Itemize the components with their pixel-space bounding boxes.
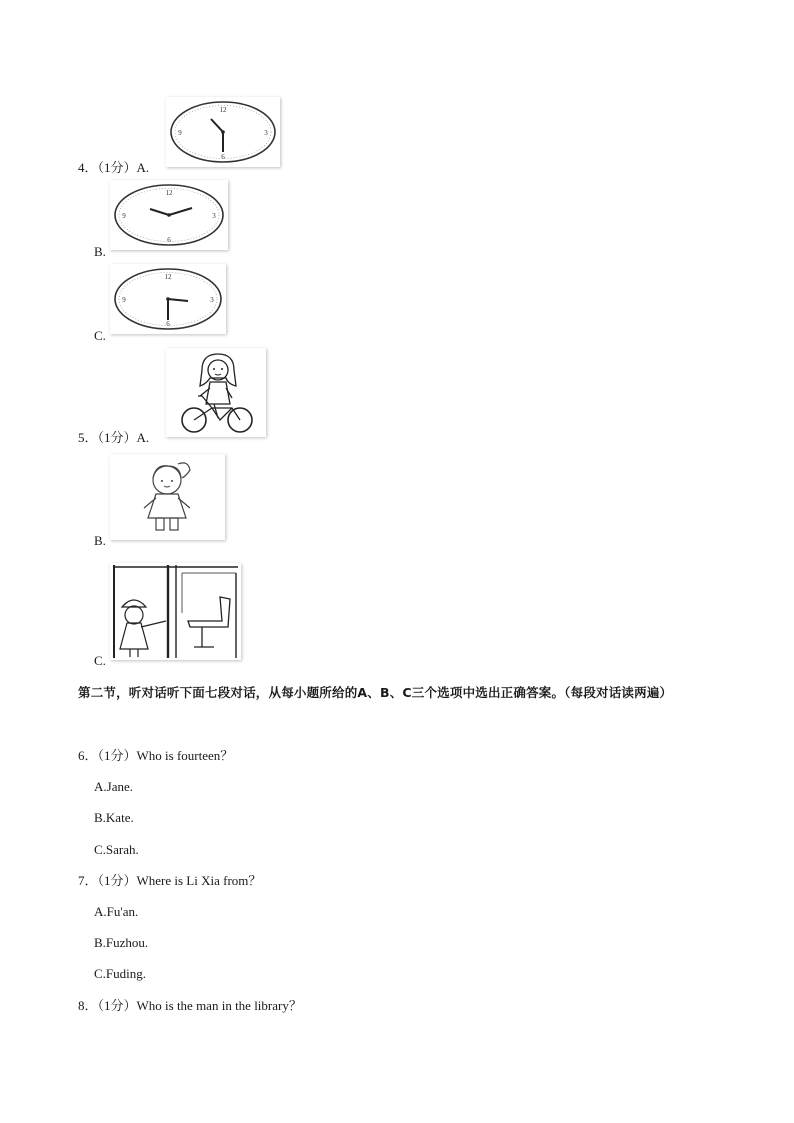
clock-face-icon xyxy=(110,180,228,250)
svg-text:12: 12 xyxy=(165,189,173,197)
q4-option-b: B. xyxy=(94,244,106,259)
q5-option-b: B. xyxy=(94,533,106,548)
clock-face-icon xyxy=(110,264,226,334)
clock-c-image xyxy=(110,264,226,334)
svg-text:9: 9 xyxy=(122,212,126,220)
q5-option-c: C. xyxy=(94,653,106,668)
clock-b-image xyxy=(110,180,228,250)
girl-on-bus-icon xyxy=(110,563,241,660)
girl-standing-image xyxy=(110,454,225,540)
svg-text:6: 6 xyxy=(167,236,171,244)
q5-number: 5．（1分）A. xyxy=(78,430,150,445)
girl-standing-icon xyxy=(110,454,225,540)
clock-a-image xyxy=(166,97,280,167)
svg-text:12: 12 xyxy=(164,273,172,281)
svg-text:12: 12 xyxy=(219,106,227,114)
q4-option-c: C. xyxy=(94,328,106,343)
section-2-heading: 第二节，听对话听下面七段对话，从每小题所给的A、B、C三个选项中选出正确答案。（每段对话读两遍） xyxy=(78,685,673,700)
q6-option-c: C.Sarah. xyxy=(94,842,139,857)
svg-text:9: 9 xyxy=(178,129,182,137)
q7-stem: 7．（1分）Where is Li Xia from？ xyxy=(78,873,262,888)
girl-on-bus-image xyxy=(110,563,241,660)
clock-face-icon xyxy=(166,97,280,167)
svg-text:6: 6 xyxy=(221,153,225,161)
girl-riding-bike-image xyxy=(166,348,266,437)
q7-option-c: C.Fuding. xyxy=(94,966,147,981)
svg-text:3: 3 xyxy=(264,129,268,137)
girl-riding-bike-icon xyxy=(166,348,266,437)
svg-text:6: 6 xyxy=(166,320,170,328)
q7-option-a: A.Fu'an. xyxy=(94,904,139,919)
q4-number: 4．（1分）A. xyxy=(78,160,150,175)
q6-option-b: B.Kate. xyxy=(94,810,134,825)
q6-option-a: A.Jane. xyxy=(94,779,133,794)
q8-stem: 8．（1分）Who is the man in the library？ xyxy=(78,998,302,1013)
q7-option-b: B.Fuzhou. xyxy=(94,935,149,950)
svg-text:9: 9 xyxy=(122,296,126,304)
q6-stem: 6．（1分）Who is fourteen？ xyxy=(78,748,234,763)
svg-text:3: 3 xyxy=(212,212,216,220)
svg-text:3: 3 xyxy=(210,296,214,304)
